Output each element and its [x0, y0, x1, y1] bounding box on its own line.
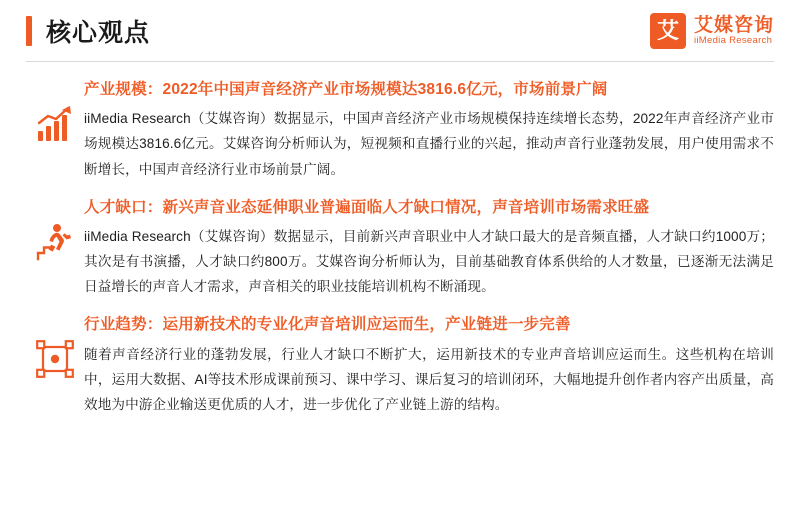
title-accent-bar — [26, 16, 32, 46]
section-industry-scale — [26, 78, 774, 182]
brand-name-cn: 艾媒咨询 — [693, 14, 774, 36]
section-text: iiMedia Research（艾媒咨询）数据显示，中国声音经济产业市场规模保持连续增长态势，2022年声音经济产业市场规模达3816.6亿元。艾媒咨询分析师认为，短视频和直播行业的兴起，推动声音行业蓬勃发展，用户使用需求不断增长，中国声音经济行业市场前景广阔。 — [84, 111, 774, 177]
section-body — [84, 78, 774, 182]
section-title: 行业趋势：运用新技术的专业化声音培训应运而生，产业链进一步完善 — [84, 316, 571, 334]
section-body — [84, 196, 774, 300]
section-text: 随着声音经济行业的蓬勃发展，行业人才缺口不断扩大，运用新技术的专业声音培训应运而生。这些机构在培训中，运用大数据、AI等技术形成课前预习、课中学习、课后复习的培训闭环，大幅地提升创作者内容产出质量，高效地为中游企业输送更优质的人才，进一步优化了产业链上游的结构。 — [84, 346, 774, 412]
page-title: 核心观点 — [46, 19, 151, 47]
brand-mark-icon: 艾 — [650, 13, 686, 49]
page-header — [0, 0, 800, 62]
brand-logo — [650, 13, 774, 49]
sections-container — [0, 62, 800, 417]
section-text: iiMedia Research（艾媒咨询）数据显示，目前新兴声音职业中人才缺口最大的是音频直播，人才缺口约1000万；其次是有书演播，人才缺口约800万。艾媒咨询分析师认为，目前基础教育体系供给的人才数量，已逐渐无法满足日益增长的声音人才需求，声音相关的职业技能培训机构不断涌现。 — [84, 228, 774, 295]
network-nodes-icon — [26, 313, 84, 379]
section-industry-trend — [26, 313, 774, 417]
header-divider — [26, 61, 774, 62]
person-stairs-icon — [26, 196, 84, 262]
brand-text — [694, 15, 774, 48]
section-body — [84, 313, 774, 417]
growth-chart-icon — [26, 78, 84, 144]
section-title: 人才缺口：新兴声音业态延伸职业普遍面临人才缺口情况，声音培训市场需求旺盛 — [84, 198, 650, 216]
brand-name-en: iiMedia Research — [693, 35, 773, 47]
section-talent-gap — [26, 196, 774, 300]
section-title: 产业规模：2022年中国声音经济产业市场规模达3816.6亿元，市场前景广阔 — [84, 81, 608, 98]
